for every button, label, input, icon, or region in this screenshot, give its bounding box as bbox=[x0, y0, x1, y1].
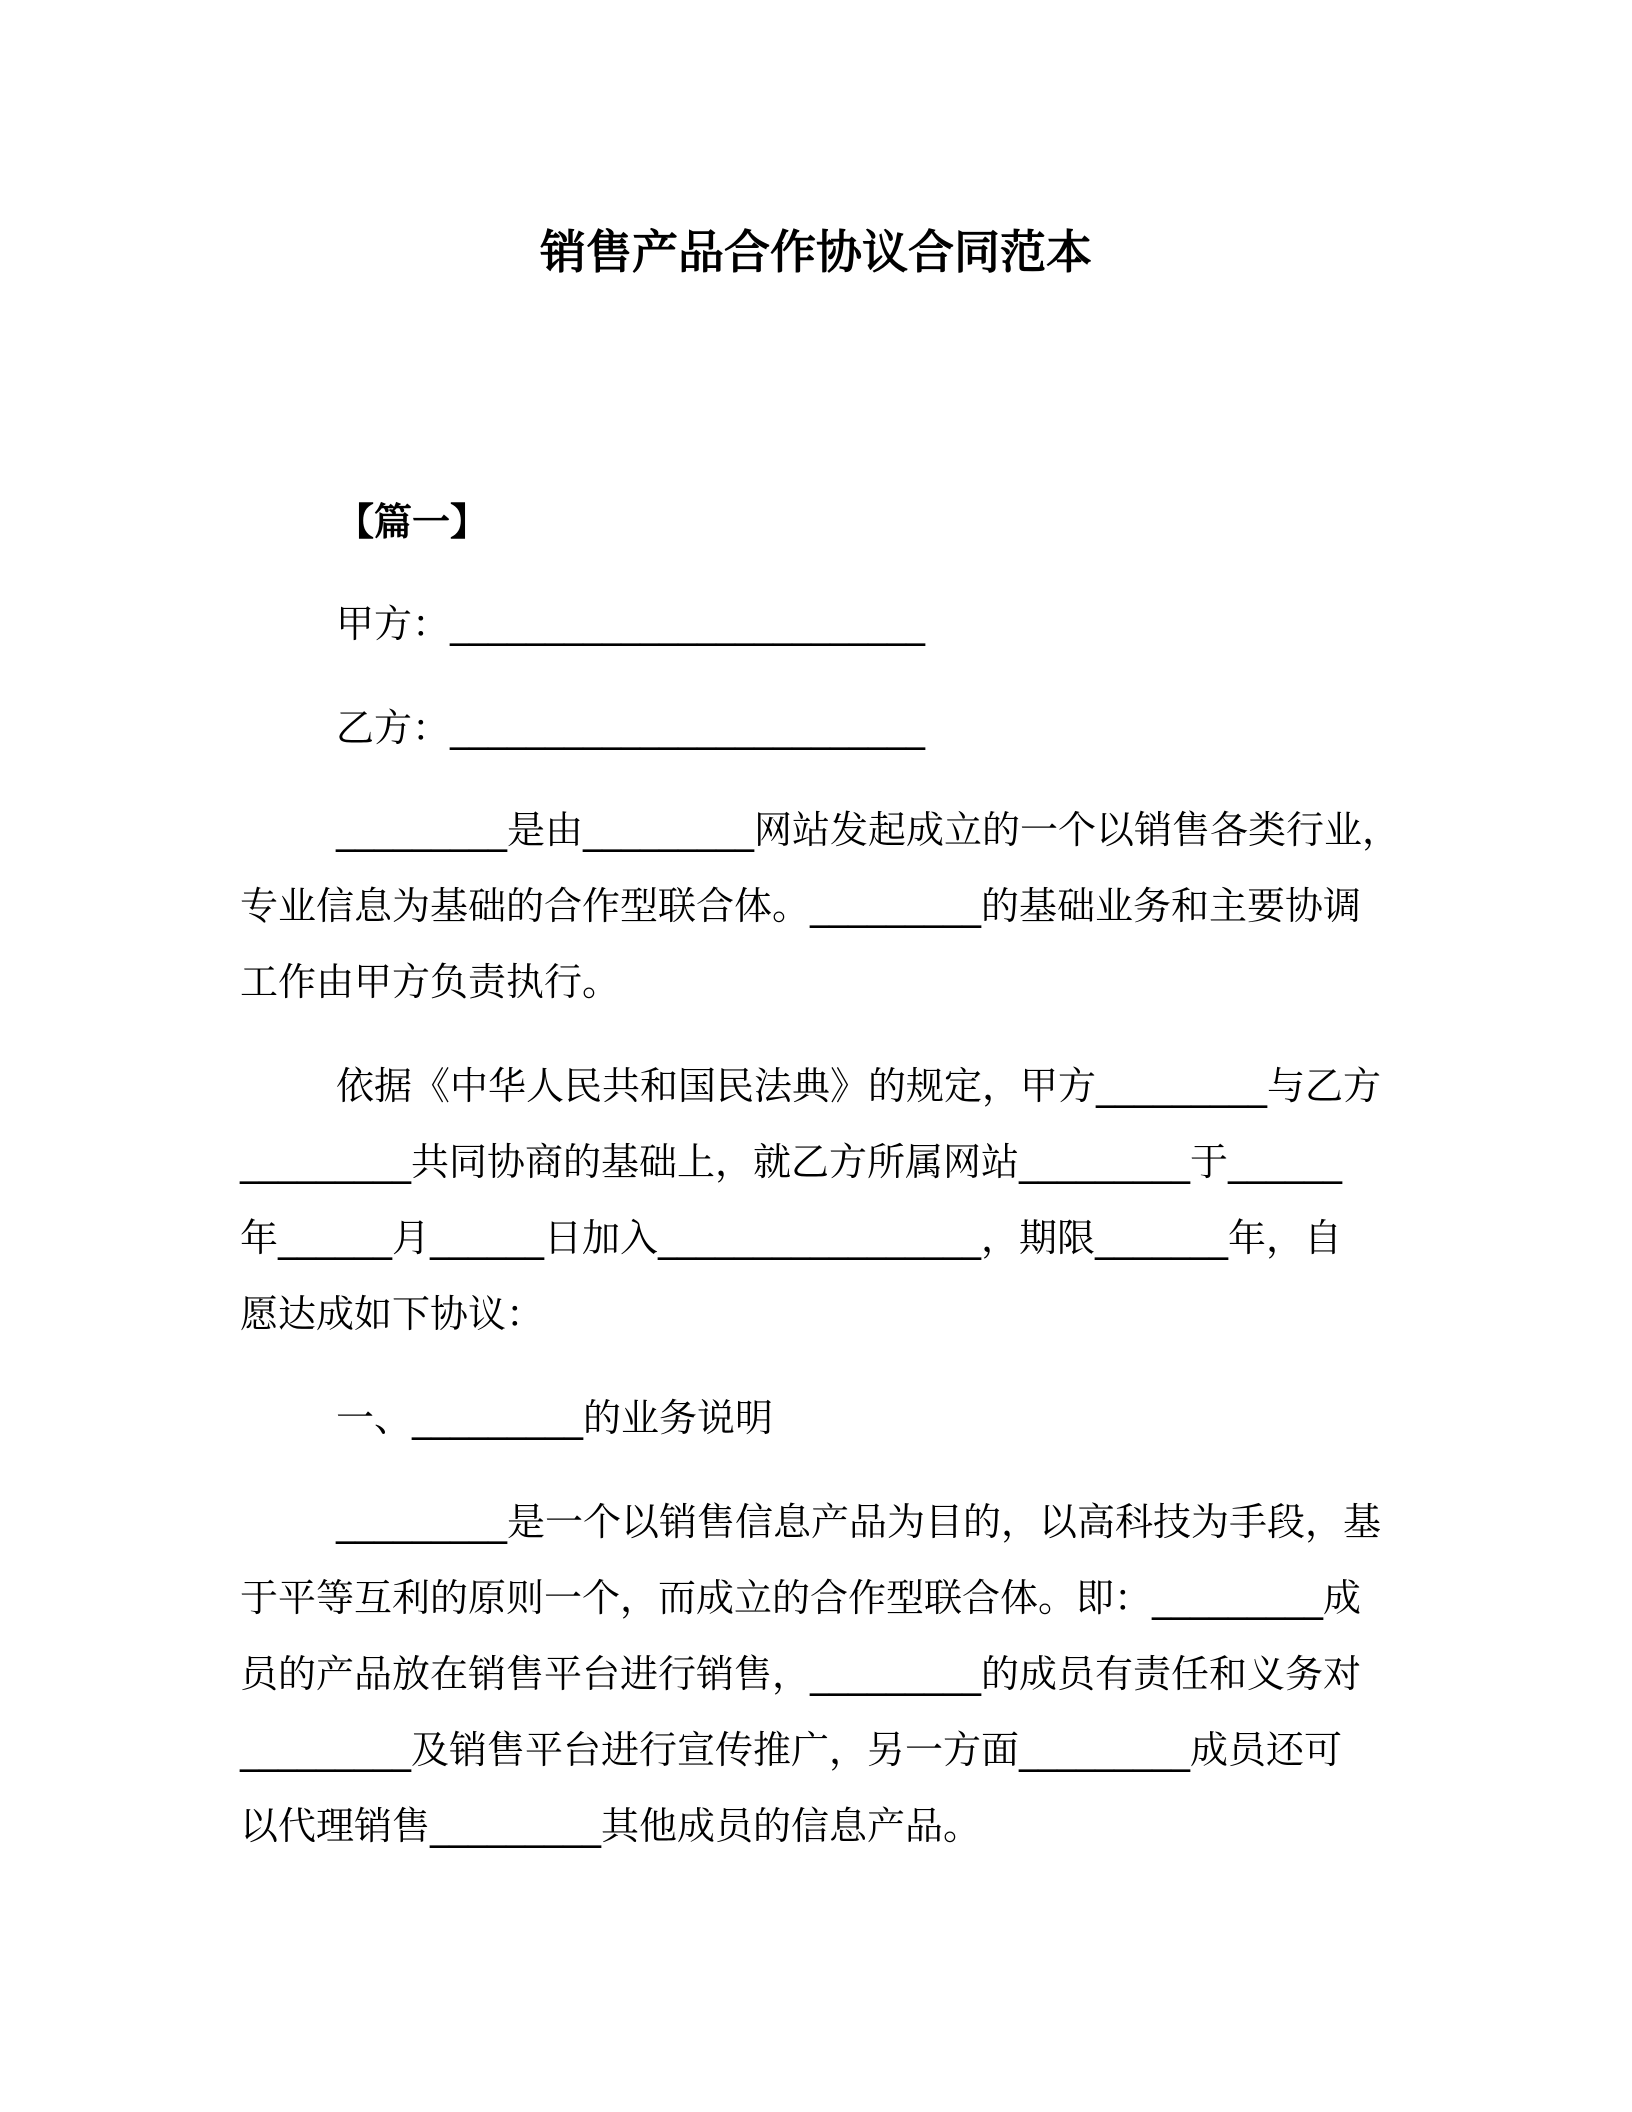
paragraph-3-line-5: 以代理销售_________其他成员的信息产品。 bbox=[240, 1804, 982, 1848]
paragraph-1-line-1: _________是由_________网站发起成立的一个以销售各类行业， bbox=[336, 808, 1401, 852]
document-title: 销售产品合作协议合同范本 bbox=[540, 225, 1092, 279]
paragraph-3-line-1: _________是一个以销售信息产品为目的，以高科技为手段，基 bbox=[336, 1500, 1382, 1544]
heading-1: 一、_________的业务说明 bbox=[336, 1396, 774, 1440]
paragraph-3-line-3: 员的产品放在销售平台进行销售，_________的成员有责任和义务对 bbox=[240, 1652, 1362, 1696]
paragraph-2-line-3: 年______月______日加入_________________，期限_______年，自 bbox=[240, 1216, 1343, 1260]
paragraph-2-line-1: 依据《中华人民共和国民法典》的规定，甲方_________与乙方 bbox=[336, 1064, 1382, 1108]
paragraph-1-line-2: 专业信息为基础的合作型联合体。_________的基础业务和主要协调 bbox=[240, 884, 1362, 928]
paragraph-3-line-2: 于平等互利的原则一个，而成立的合作型联合体。即：_________成 bbox=[240, 1576, 1362, 1620]
section-label: 【篇一】 bbox=[336, 500, 489, 544]
paragraph-3-line-4: _________及销售平台进行宣传推广，另一方面_________成员还可 bbox=[240, 1728, 1343, 1772]
paragraph-2-line-4: 愿达成如下协议： bbox=[240, 1292, 545, 1336]
paragraph-2-line-2: _________共同协商的基础上，就乙方所属网站_________于______ bbox=[240, 1140, 1343, 1184]
party-b-line: 乙方：_________________________ bbox=[336, 706, 926, 750]
party-a-line: 甲方：_________________________ bbox=[336, 602, 926, 646]
paragraph-1-line-3: 工作由甲方负责执行。 bbox=[240, 960, 621, 1004]
